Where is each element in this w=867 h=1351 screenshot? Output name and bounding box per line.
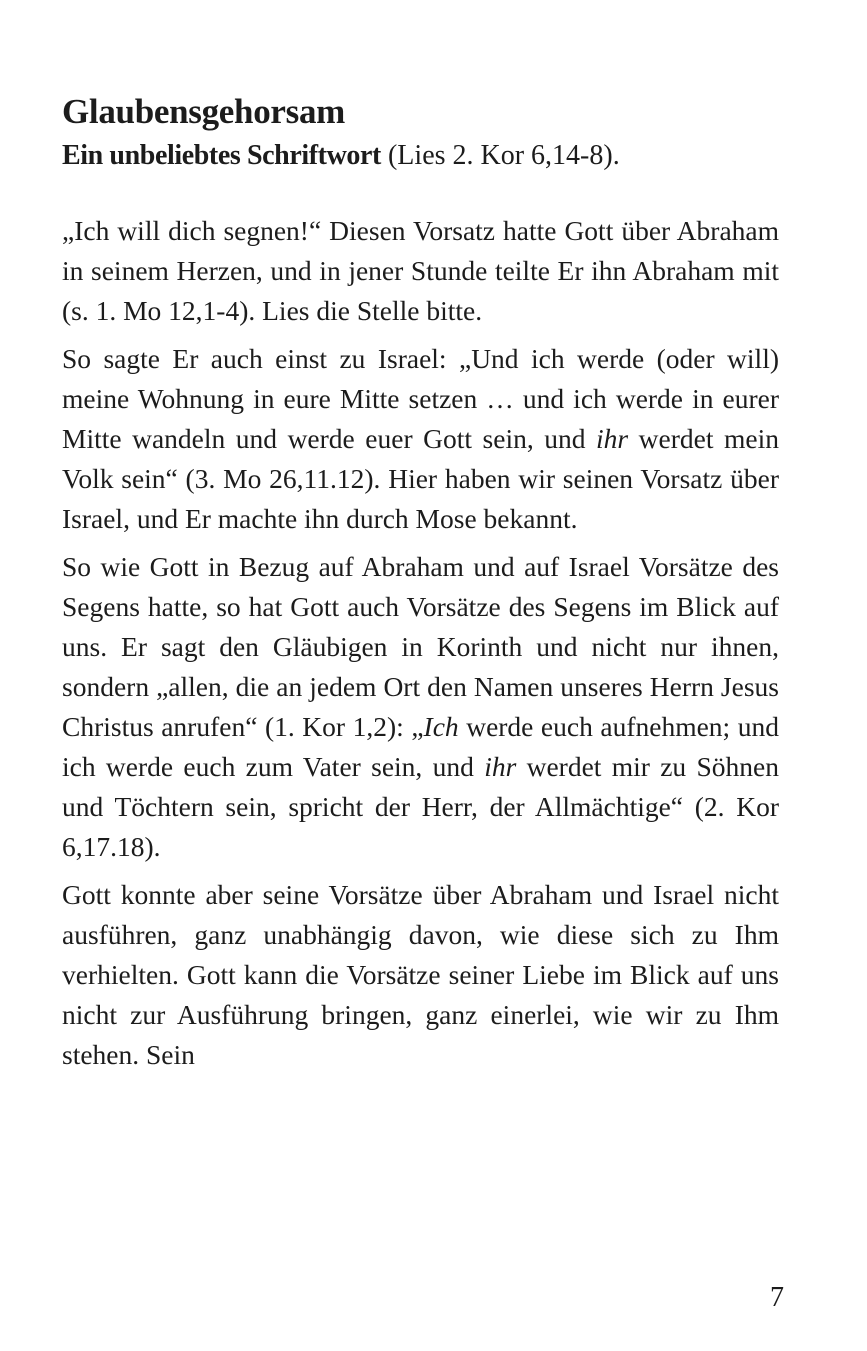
paragraph-2-emphasis: ihr — [596, 423, 629, 454]
subtitle-bold: Ein unbeliebtes Schriftwort — [62, 140, 381, 171]
page-number: 7 — [770, 1282, 784, 1313]
paragraph-3-text-a: So wie Gott in Bezug auf Abraham und auf Israel Vorsätze des Segens hatte, so hat Gott auch Vorsätze des Segens im Blick auf uns. Er sagt den Gläubigen in Korinth und nicht nur ihnen, sondern „allen, die an jedem Ort den Namen unseres Herrn Jesus Christus anrufen“ (1. Kor 1,2): „ — [62, 551, 779, 742]
paragraph-1-text: „Ich will dich segnen!“ Diesen Vorsatz hatte Gott über Abraham in seinem Herzen, und in jener Stunde teilte Er ihn Abraham mit (s. 1. Mo 12,1-4). Lies die Stelle bitte. — [62, 215, 779, 326]
chapter-title: Glaubensgehorsam — [62, 92, 346, 131]
paragraph-3-text-c: werdet mir zu Söhnen und Töchtern sein, spricht der Herr, der Allmächtige“ (2. Kor 6,17.18). — [62, 751, 780, 862]
subtitle-reference: (Lies 2. Kor 6,14-8). — [380, 140, 620, 171]
paragraph-3 — [62, 547, 779, 867]
paragraph-1 — [62, 211, 779, 331]
section-subtitle — [62, 136, 779, 176]
paragraph-2-text-b: werdet mein Volk sein“ (3. Mo 26,11.12). Hier haben wir seinen Vorsatz über Israel, und Er machte ihn durch Mose bekannt. — [62, 423, 779, 534]
paragraph-3-emphasis-b: ihr — [484, 751, 517, 782]
page-content — [62, 88, 779, 1083]
paragraph-3-text-b: werde euch aufnehmen; und ich werde euch zum Vater sein, und — [62, 711, 779, 782]
paragraph-2-text-a: So sagte Er auch einst zu Israel: „Und ich werde (oder will) meine Wohnung in eure Mitte setzen … und ich werde in eurer Mitte wandeln und werde euer Gott sein, und — [62, 343, 779, 454]
paragraph-4 — [62, 875, 779, 1075]
paragraph-2 — [62, 339, 779, 539]
paragraph-4-text: Gott konnte aber seine Vorsätze über Abraham und Israel nicht ausführen, ganz unabhängig davon, wie diese sich zu Ihm verhielten. Gott kann die Vorsätze seiner Liebe im Blick auf uns nicht zur Ausführung bringen, ganz einerlei, wie wir zu Ihm stehen. Sein — [62, 879, 779, 1070]
paragraph-3-emphasis-a: Ich — [423, 711, 459, 742]
